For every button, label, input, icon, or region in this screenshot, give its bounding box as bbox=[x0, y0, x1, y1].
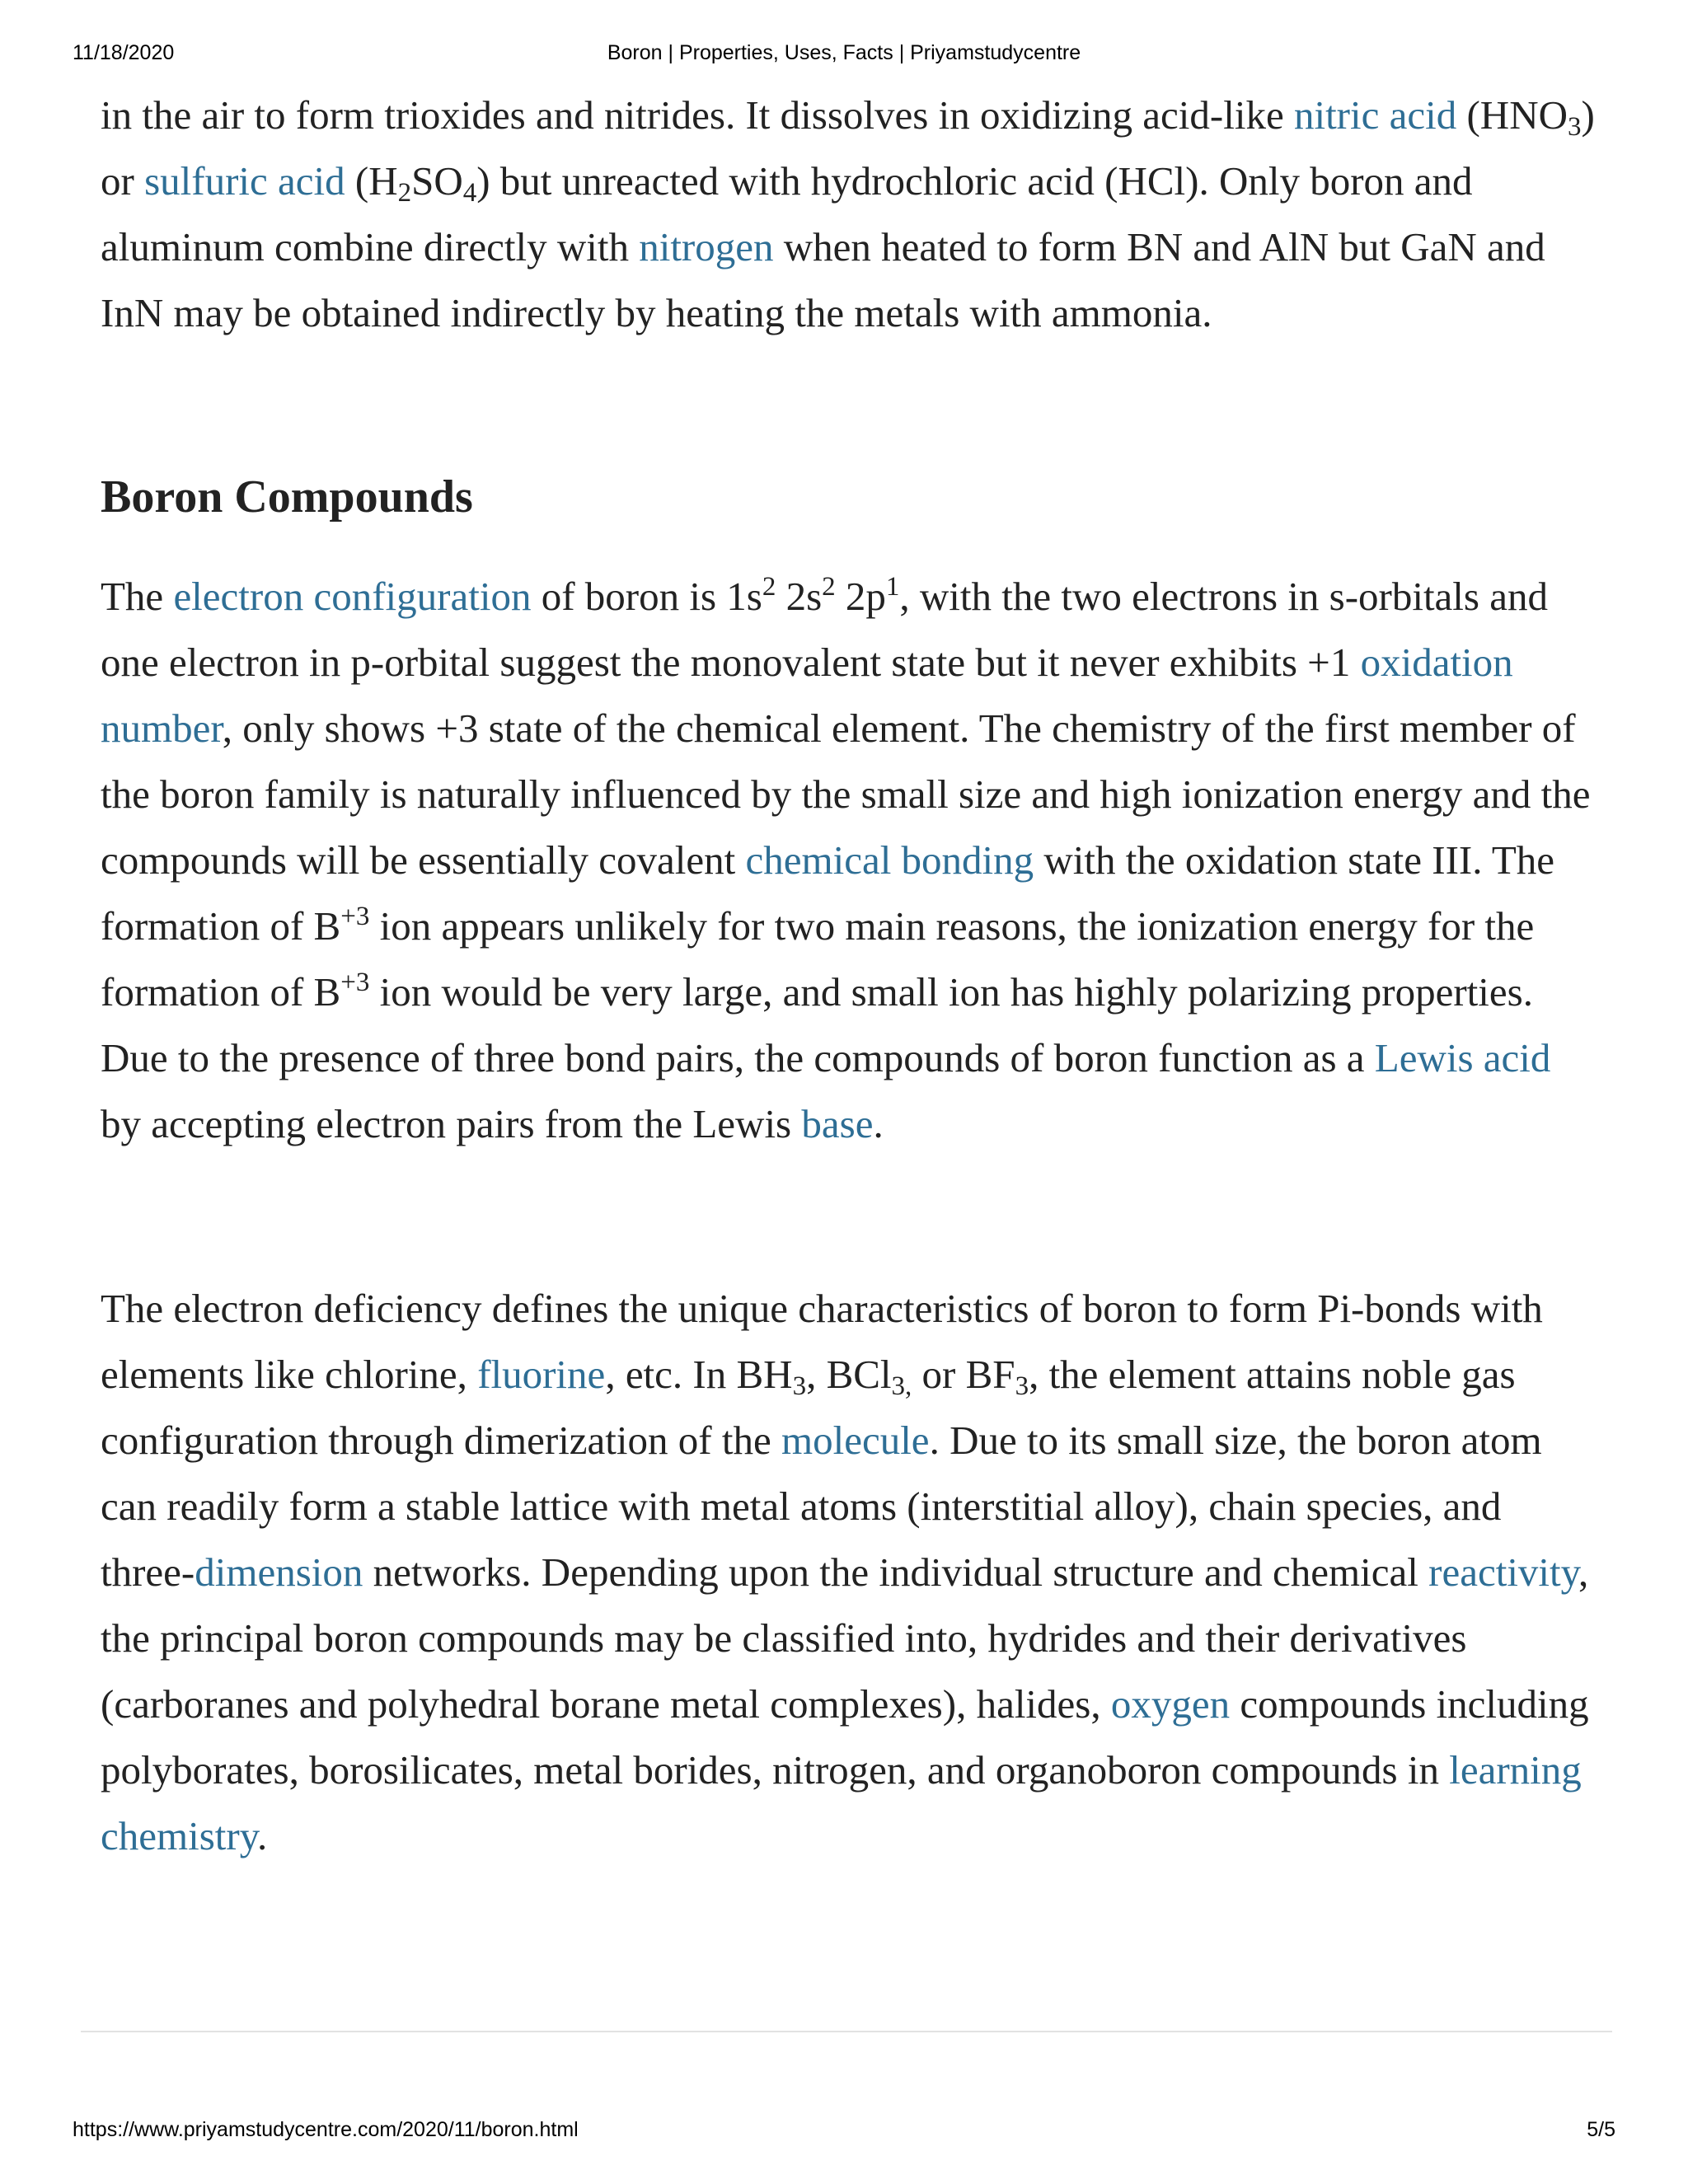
print-url: https://www.priyamstudycentre.com/2020/11/boron.html bbox=[73, 2118, 579, 2141]
link-nitrogen[interactable]: nitrogen bbox=[639, 224, 774, 269]
link-chemical-bonding[interactable]: chemical bonding bbox=[745, 837, 1034, 883]
link-electron-configuration[interactable]: electron configuration bbox=[173, 574, 532, 619]
link-nitric-acid[interactable]: nitric acid bbox=[1293, 92, 1457, 138]
footer-divider bbox=[81, 2031, 1612, 2032]
print-header bbox=[0, 41, 1688, 71]
link-molecule[interactable]: molecule bbox=[781, 1418, 930, 1463]
link-dimension[interactable]: dimension bbox=[195, 1549, 363, 1595]
link-oxidation-number[interactable]: oxidation number bbox=[101, 640, 1513, 751]
print-footer bbox=[0, 2118, 1688, 2148]
link-base[interactable]: base bbox=[801, 1101, 874, 1146]
print-page-number: 5/5 bbox=[1587, 2118, 1615, 2141]
print-date: 11/18/2020 bbox=[73, 41, 175, 64]
link-oxygen[interactable]: oxygen bbox=[1110, 1681, 1231, 1727]
link-sulfuric-acid[interactable]: sulfuric acid bbox=[144, 158, 345, 204]
link-reactivity[interactable]: reactivity bbox=[1428, 1549, 1578, 1595]
link-learning-chemistry[interactable]: learning chemistry bbox=[101, 1747, 1582, 1858]
link-fluorine[interactable]: fluorine bbox=[477, 1352, 606, 1397]
paragraph-electron-deficiency: The electron deficiency defines the unique characteristics of boron to form Pi-bonds with elements like chlorine, fluorine, etc. In $BH_3$, BCl$_{3,}$ or $BF_3$, the element attains noble gas configuration through dimerization of the molecule. Due to its small size, the boron atom can readily form a stable lattice with metal atoms (interstitial alloy), chain species, and three-dimension networks. Depending upon the individual structure and chemical reactivity, the principal boron compounds may be classified into, hydrides and their derivatives (carboranes and polyhedral borane metal complexes), halides, oxygen compounds including polyborates, borosilicates, metal borides, nitrogen, and organoboron compounds in learning chemistry. bbox=[101, 1286, 1589, 1858]
paragraph-electron-configuration: The electron configuration of boron is $1s^2$ $2s^2$ $2p^1$, with the two electrons in s-orbitals and one electron in p-orbital suggest the monovalent state but it never exhibits +1 oxidation number, only shows +3 state of the chemical element. The chemistry of the first member of the boron family is naturally influenced by the small size and high ionization energy and the compounds will be essentially covalent chemical bonding with the oxidation state III. The formation of $B^{+3}$ ion appears unlikely for two main reasons, the ionization energy for the formation of $B^{+3}$ ion would be very large, and small ion has highly polarizing properties. Due to the presence of three bond pairs, the compounds of boron function as a Lewis acid by accepting electron pairs from the Lewis base. bbox=[101, 572, 1591, 1146]
section-heading-boron-compounds: Boron Compounds bbox=[101, 471, 473, 523]
paragraph-reactivity: in the air to form trioxides and nitrides. It dissolves in oxidizing acid-like nitric acid $(HNO_3)$ or sulfuric acid $(H_2SO_4)$ but unreacted with hydrochloric acid (HCl). Only boron and aluminum combine directly with nitrogen when heated to form BN and AlN but GaN and InN may be obtained indirectly by heating the metals with ammonia. bbox=[101, 92, 1595, 335]
link-lewis-acid[interactable]: Lewis acid bbox=[1374, 1035, 1551, 1080]
print-page-title: Boron | Properties, Uses, Facts | Priyamstudycentre bbox=[607, 41, 1081, 64]
